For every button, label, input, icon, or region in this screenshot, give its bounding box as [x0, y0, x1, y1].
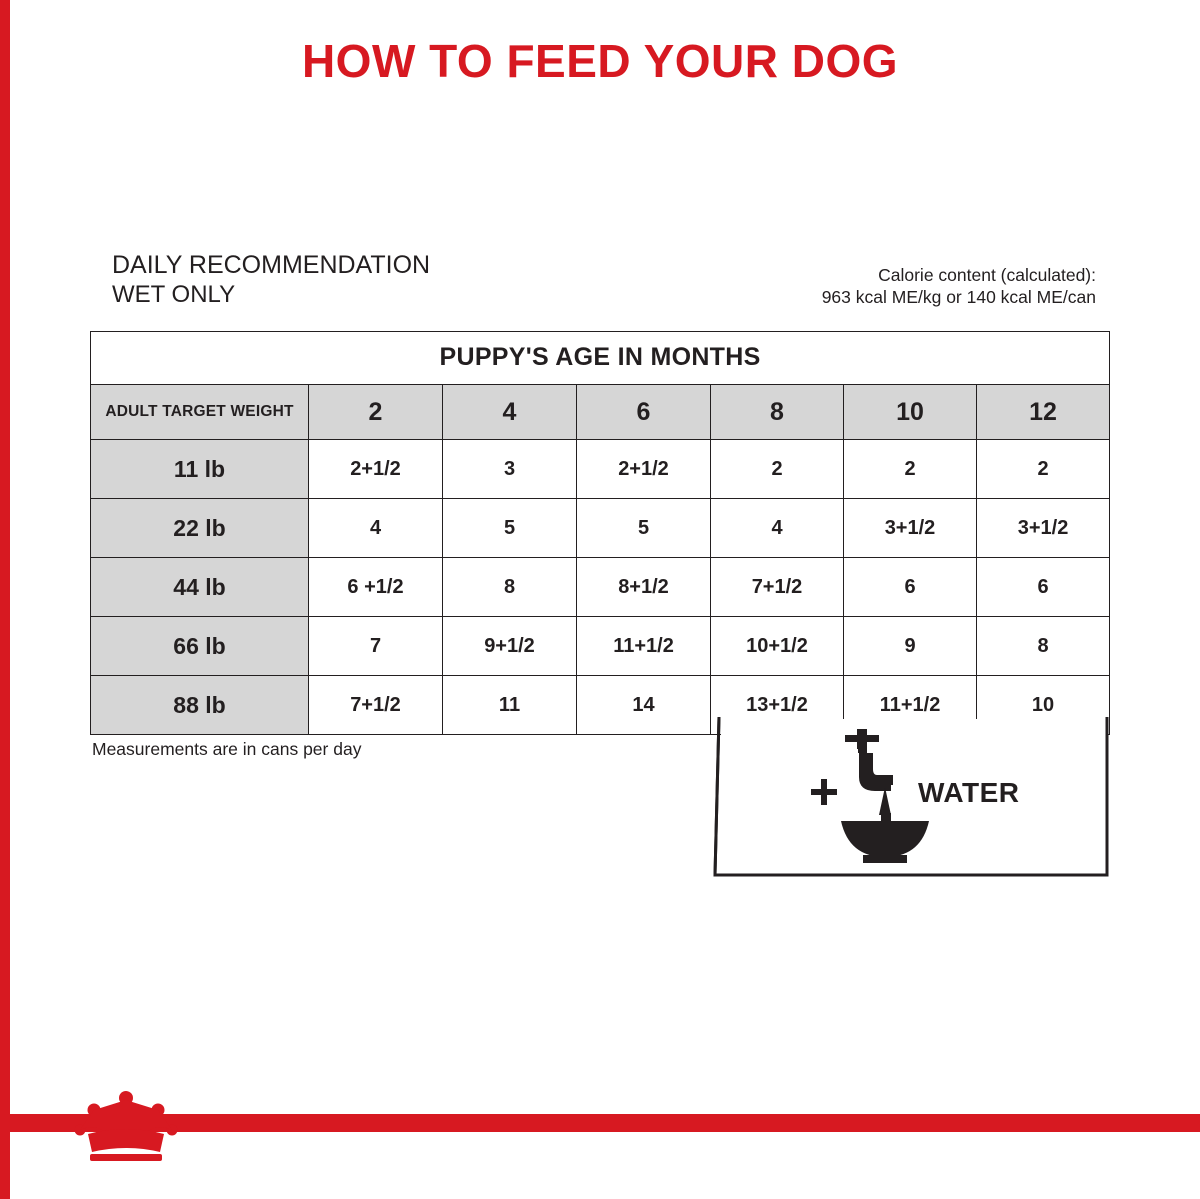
footer-red-bar: [0, 1114, 1200, 1132]
table-header-row-ages: [91, 385, 1110, 440]
cell-value: 11+1/2: [577, 617, 711, 676]
cell-value: 5: [443, 499, 577, 558]
calorie-line1: Calorie content (calculated):: [878, 265, 1096, 285]
cell-value: 10+1/2: [711, 617, 844, 676]
cell-value: 2+1/2: [309, 440, 443, 499]
age-column-6: 12: [977, 385, 1110, 440]
royal-canin-crown-logo: [74, 1090, 178, 1170]
page-title: HOW TO FEED YOUR DOG: [301, 35, 899, 87]
cell-value: 6: [977, 558, 1110, 617]
cell-value: 7+1/2: [309, 676, 443, 735]
feeding-table: [90, 331, 1110, 735]
daily-recommendation-line2: WET ONLY: [112, 281, 236, 308]
calorie-content: [822, 264, 1096, 308]
cell-value: 9+1/2: [443, 617, 577, 676]
cell-value: 9: [844, 617, 977, 676]
table-header-row-title: [91, 332, 1110, 385]
cell-value: 8: [977, 617, 1110, 676]
cell-value: 2: [711, 440, 844, 499]
row-weight-label: 11 lb: [91, 440, 309, 499]
cell-value: 3+1/2: [844, 499, 977, 558]
age-column-1: 2: [309, 385, 443, 440]
age-column-5: 10: [844, 385, 977, 440]
cell-value: 2: [844, 440, 977, 499]
row-weight-label: 66 lb: [91, 617, 309, 676]
left-red-bar: [0, 0, 10, 1199]
row-weight-label: 22 lb: [91, 499, 309, 558]
calorie-line2: 963 kcal ME/kg or 140 kcal ME/can: [821, 287, 1096, 307]
age-column-3: 6: [577, 385, 711, 440]
measurement-note: Measurements are in cans per day: [92, 739, 362, 759]
age-column-2: 4: [443, 385, 577, 440]
adult-target-weight-label: ADULT TARGET WEIGHT: [91, 385, 309, 440]
cell-value: 2: [977, 440, 1110, 499]
cell-value: 2+1/2: [577, 440, 711, 499]
cell-value: 6 +1/2: [309, 558, 443, 617]
cell-value: 5: [577, 499, 711, 558]
row-weight-label: 88 lb: [91, 676, 309, 735]
cell-value: 7: [309, 617, 443, 676]
ages-header-cell: PUPPY'S AGE IN MONTHS: [91, 332, 1110, 385]
cell-value: 8+1/2: [577, 558, 711, 617]
cell-value: 4: [309, 499, 443, 558]
daily-recommendation-line1: DAILY RECOMMENDATION: [112, 251, 431, 279]
age-column-4: 8: [711, 385, 844, 440]
cell-value: 8: [443, 558, 577, 617]
cell-value: 4: [711, 499, 844, 558]
cell-value: 14: [577, 676, 711, 735]
water-callout: [713, 717, 1109, 877]
table-row: [91, 440, 1110, 499]
cell-value: 13+1/2: [711, 676, 844, 735]
cell-value: 10: [977, 676, 1110, 735]
cell-value: 11+1/2: [844, 676, 977, 735]
table-row: [91, 499, 1110, 558]
cell-value: 11: [443, 676, 577, 735]
cell-value: 3: [443, 440, 577, 499]
water-label: WATER: [918, 777, 1020, 808]
daily-recommendation-heading: [112, 250, 430, 310]
row-weight-label: 44 lb: [91, 558, 309, 617]
table-row: [91, 617, 1110, 676]
water-callout-shape: [713, 717, 1109, 877]
cell-value: 3+1/2: [977, 499, 1110, 558]
table-row: [91, 558, 1110, 617]
feeding-table-wrapper: [90, 331, 1109, 735]
cell-value: 6: [844, 558, 977, 617]
cell-value: 7+1/2: [711, 558, 844, 617]
